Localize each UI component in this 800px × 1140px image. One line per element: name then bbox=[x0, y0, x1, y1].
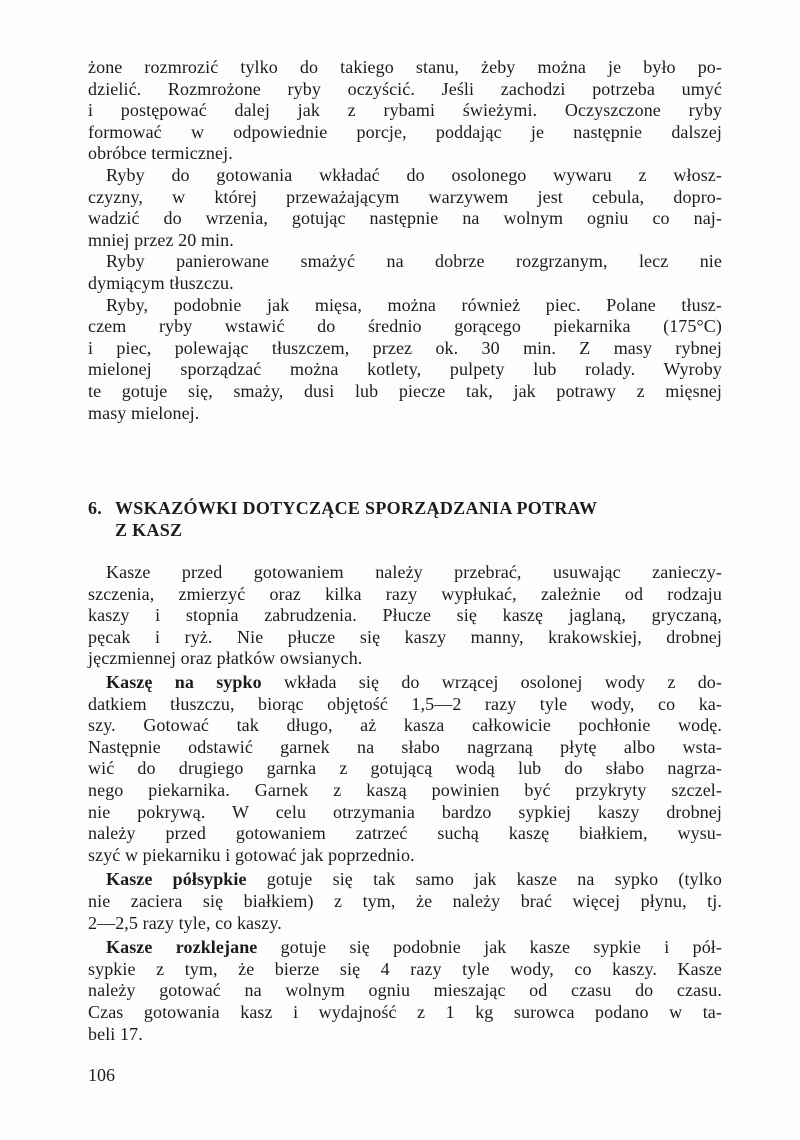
line-text: nego piekarnika. Garnek z kaszą powinien być przykryty szczel- bbox=[88, 780, 722, 800]
text-line bbox=[88, 583, 722, 605]
text-line bbox=[88, 229, 722, 251]
text-line bbox=[106, 164, 722, 186]
line-text: formować w odpowiednie porcje, poddając je następnie dalszej bbox=[88, 121, 722, 142]
line-text: gotuje się tak samo jak kasze na sypko (tylko bbox=[246, 869, 722, 890]
line-text: kaszy i stopnia zabrudzenia. Płucze się kaszę jaglaną, gryczaną, bbox=[88, 605, 722, 626]
line-text: Ryby, podobnie jak mięsa, można również piec. Polane tłusz- bbox=[106, 294, 722, 315]
text-line bbox=[106, 294, 722, 316]
text-line bbox=[106, 868, 722, 890]
text-line bbox=[88, 822, 722, 844]
bold-term: Kaszę na sypko bbox=[106, 672, 262, 692]
line-text: szyć w piekarniku i gotować jak poprzednio. bbox=[88, 844, 415, 865]
line-text: dymiącym tłuszczu. bbox=[88, 273, 234, 293]
line-text: te gotuje się, smaży, dusi lub piecze tak, jak potrawy z mięsnej bbox=[88, 381, 722, 401]
line-text: wadzić do wrzenia, gotując następnie na wolnym ogniu co naj- bbox=[88, 208, 722, 229]
text-line bbox=[88, 1001, 722, 1023]
text-line bbox=[88, 78, 722, 100]
line-text: wić do drugiego garnka z gotującą wodą lub do słabo nagrza- bbox=[88, 758, 722, 779]
section-heading-line2: Z KASZ bbox=[115, 520, 183, 540]
line-text: Czas gotowania kasz i wydajność z 1 kg surowca podano w ta- bbox=[88, 1002, 722, 1022]
line-text: czem ryby wstawić do średnio gorącego piekarnika (175°C) bbox=[88, 316, 722, 337]
text-line bbox=[106, 936, 722, 958]
text-line bbox=[88, 979, 722, 1001]
text-line bbox=[88, 142, 722, 164]
line-text: nie zaciera się białkiem) z tym, że należy brać więcej płynu, tj. bbox=[88, 891, 722, 911]
page-number: 106 bbox=[88, 1065, 115, 1085]
text-line bbox=[88, 626, 722, 648]
text-line bbox=[88, 99, 722, 121]
text-line bbox=[88, 693, 722, 715]
text-line bbox=[88, 186, 722, 208]
line-text: 2—2,5 razy tyle, co kaszy. bbox=[88, 912, 282, 933]
text-line bbox=[88, 844, 722, 866]
text-line bbox=[106, 671, 722, 693]
text-line bbox=[88, 1023, 722, 1045]
section-heading bbox=[88, 497, 597, 519]
bold-term: Kasze rozklejane bbox=[106, 937, 258, 958]
line-text: należy przed gotowaniem zatrzeć suchą kaszę białkiem, wysu- bbox=[88, 823, 722, 844]
bold-term: Kasze półsypkie bbox=[106, 869, 247, 890]
text-line bbox=[88, 604, 722, 626]
text-line bbox=[88, 380, 722, 402]
line-text: pęcak i ryż. Nie płucze się kaszy manny, krakowskiej, drobnej bbox=[88, 626, 722, 647]
line-text: szczenia, zmierzyć oraz kilka razy wypłukać, zależnie od rodzaju bbox=[88, 583, 722, 604]
text-line bbox=[88, 647, 722, 669]
text-line bbox=[88, 757, 722, 779]
text-line bbox=[88, 779, 722, 801]
line-text: beli 17. bbox=[88, 1023, 143, 1044]
line-text: żone rozmrozić tylko do takiego stanu, żeby można je było po- bbox=[88, 57, 722, 77]
line-text: i postępować dalej jak z rybami świeżymi. Oczyszczone ryby bbox=[88, 100, 722, 121]
line-text: nie pokrywą. W celu otrzymania bardzo sypkiej kaszy drobnej bbox=[88, 801, 722, 822]
line-text: jęczmiennej oraz płatków owsianych. bbox=[88, 648, 363, 669]
line-text: mielonej sporządzać można kotlety, pulpety lub rolady. Wyroby bbox=[88, 359, 722, 380]
line-text: Ryby panierowane smażyć na dobrze rozgrzanym, lecz nie bbox=[106, 251, 722, 272]
line-text: Kasze przed gotowaniem należy przebrać, usuwając zanieczy- bbox=[106, 562, 722, 582]
line-text: czyzny, w której przeważającym warzywem jest cebula, dopro- bbox=[88, 186, 722, 207]
line-text: Następnie odstawić garnek na słabo nagrzaną płytę albo wsta- bbox=[88, 736, 722, 757]
text-line bbox=[88, 337, 722, 359]
text-line bbox=[88, 912, 722, 934]
line-text: należy gotować na wolnym ogniu mieszając od czasu do czasu. bbox=[88, 980, 722, 1001]
line-text: mniej przez 20 min. bbox=[88, 229, 234, 250]
line-text: szy. Gotować tak długo, aż kasza całkowicie pochłonie wodę. bbox=[88, 715, 722, 736]
text-line bbox=[88, 56, 722, 78]
text-line bbox=[88, 958, 722, 980]
section-number: 6. bbox=[88, 498, 103, 518]
text-line bbox=[88, 402, 722, 424]
text-line bbox=[88, 121, 722, 143]
line-text: masy mielonej. bbox=[88, 402, 200, 423]
line-text: Ryby do gotowania wkładać do osolonego wywaru z włosz- bbox=[106, 165, 722, 185]
text-line bbox=[88, 714, 722, 736]
line-text: wkłada się do wrzącej osolonej wody z do- bbox=[261, 672, 722, 692]
line-text: i piec, polewając tłuszczem, przez ok. 30 min. Z masy rybnej bbox=[88, 337, 722, 358]
text-line bbox=[88, 315, 722, 337]
text-line bbox=[88, 272, 722, 294]
text-line bbox=[88, 890, 722, 912]
text-line bbox=[88, 801, 722, 823]
section-title-line1: WSKAZÓWKI DOTYCZĄCE SPORZĄDZANIA POTRAW bbox=[115, 498, 598, 518]
line-text: datkiem tłuszczu, biorąc objętość 1,5—2 razy tyle wody, co ka- bbox=[88, 693, 722, 714]
text-line bbox=[106, 250, 722, 272]
line-text: sypkie z tym, że bierze się 4 razy tyle wody, co kaszy. Kasze bbox=[88, 958, 722, 979]
line-text: obróbce termicznej. bbox=[88, 143, 233, 164]
text-line bbox=[88, 736, 722, 758]
line-text: dzielić. Rozmrożone ryby oczyścić. Jeśli zachodzi potrzeba umyć bbox=[88, 78, 722, 99]
text-line bbox=[88, 358, 722, 380]
text-line bbox=[106, 561, 722, 583]
line-text: gotuje się podobnie jak kasze sypkie i pół- bbox=[257, 937, 723, 958]
text-line bbox=[88, 207, 722, 229]
